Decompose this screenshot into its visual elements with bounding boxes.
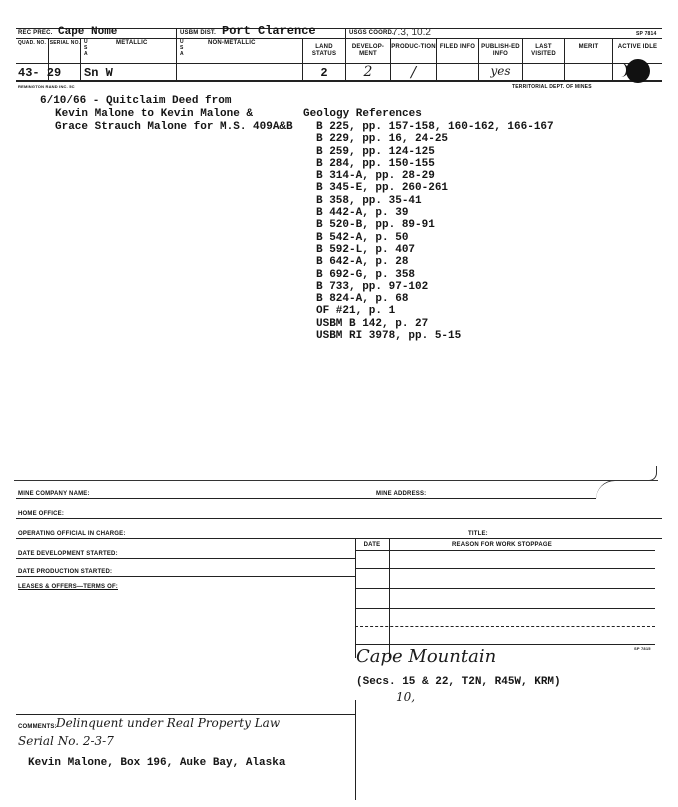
card-fold-line — [14, 480, 648, 481]
active-dot-icon — [626, 59, 650, 83]
quad-no-header: QUAD. NO. — [17, 40, 47, 46]
geology-reference: B 824-A, p. 68 — [316, 293, 409, 306]
form-rule — [16, 498, 596, 499]
col-divider — [176, 28, 177, 80]
home-office-label: HOME OFFICE: — [18, 511, 65, 517]
form-rule — [16, 558, 356, 559]
mine-address-label: MINE ADDRESS: — [376, 491, 427, 497]
comments-divider — [355, 700, 356, 800]
form-number: SP 7814 — [636, 31, 657, 37]
date-header: DATE — [363, 542, 381, 548]
geology-reference: B 592-L, p. 407 — [316, 243, 416, 256]
rec-prec-label: REC PREC. — [18, 30, 53, 36]
active-idle-header: ACTIVE IDLE — [617, 44, 658, 50]
last-visited-header: LAST VISITED — [531, 44, 556, 57]
geology-reference: B 442-A, p. 39 — [316, 207, 409, 220]
form-rule — [355, 626, 655, 627]
deed-line: Kevin Malone to Kevin Malone & — [55, 108, 254, 120]
usgs-coord-value: 7.3, 10.2 — [392, 27, 431, 38]
geology-reference-list — [316, 121, 554, 342]
leases-label: LEASES & OFFERS—TERMS OF: — [18, 584, 119, 590]
land-status-header: LAND STATUS — [311, 44, 337, 57]
comments-label: COMMENTS: — [18, 724, 57, 730]
sections-line: (Secs. 15 & 22, T2N, R45W, KRM) — [356, 676, 561, 688]
form-rule — [355, 588, 655, 589]
form-rule — [355, 550, 655, 551]
geology-reference: B 642-A, p. 28 — [316, 256, 409, 269]
owner-address: Kevin Malone, Box 196, Auke Bay, Alaska — [28, 757, 286, 769]
usbm-dist-value: Port Clarence — [222, 24, 316, 38]
title-label: TITLE: — [468, 531, 488, 537]
geology-reference: B 542-A, p. 50 — [316, 231, 409, 244]
sections-correction: 10, — [396, 690, 416, 704]
geology-reference: B 520-B, pp. 89-91 — [316, 219, 435, 232]
production-header: PRODUC-TION — [391, 44, 436, 50]
deed-line: Grace Strauch Malone for M.S. 409A&B — [55, 121, 293, 133]
form-rule — [16, 518, 662, 519]
reason-stoppage-header: REASON FOR WORK STOPPAGE — [452, 542, 552, 548]
deed-line: 6/10/66 - Quitclaim Deed from — [40, 95, 232, 107]
merit-header: MERIT — [578, 44, 599, 50]
form-rule — [355, 644, 655, 645]
development-value: 2 — [363, 64, 373, 80]
territorial-dept: TERRITORIAL DEPT. OF MINES — [512, 84, 592, 90]
form-rule — [355, 568, 655, 569]
geology-reference: USBM RI 3978, pp. 5-15 — [316, 330, 462, 343]
date-prod-started-label: DATE PRODUCTION STARTED: — [18, 569, 113, 575]
usa-letters: U S A — [84, 39, 88, 57]
form-rule — [16, 538, 662, 539]
card-corner — [640, 466, 657, 481]
header-values-rule — [16, 63, 662, 64]
form-rule — [355, 608, 655, 609]
development-header: DEVELOP-MENT — [351, 44, 385, 57]
form-number-small: SP 7815 — [634, 646, 651, 651]
published-info-header: PUBLISH-ED INFO — [481, 44, 520, 57]
metallic-value: Sn W — [84, 66, 113, 80]
non-metallic-header: NON-METALLIC — [208, 40, 256, 46]
form-curve — [596, 480, 658, 499]
rec-prec-value: Cape Nome — [58, 26, 118, 38]
geology-reference: B 225, pp. 157-158, 160-162, 166-167 — [316, 121, 554, 133]
location-name: Cape Mountain — [356, 646, 497, 667]
geology-reference: OF #21, p. 1 — [316, 305, 396, 318]
mine-company-label: MINE COMPANY NAME: — [18, 491, 90, 497]
date-column-rule — [389, 538, 390, 658]
geology-reference: B 358, pp. 35-41 — [316, 194, 422, 207]
form-rule — [16, 576, 356, 577]
geology-reference: B 259, pp. 124-125 — [316, 145, 435, 158]
geology-reference: B 284, pp. 150-155 — [316, 157, 435, 170]
header-mid-rule — [16, 38, 662, 39]
production-value: / — [410, 63, 417, 81]
geology-reference: B 692-G, p. 358 — [316, 268, 416, 281]
metallic-header: METALLIC — [116, 40, 148, 46]
comments-serial: Serial No. 2-3-7 — [18, 734, 114, 748]
usbm-dist-label: USBM DIST. — [180, 30, 217, 36]
serial-no-header: SERIAL NO. — [49, 40, 81, 46]
geology-reference: B 345-E, pp. 260-261 — [316, 182, 449, 195]
geology-reference: B 229, pp. 16, 24-25 — [316, 133, 449, 146]
land-status-value: 2 — [320, 66, 328, 80]
printer-line: REMINGTON RAND INC. 5C — [18, 84, 75, 89]
geology-title: Geology References — [303, 108, 422, 120]
usgs-coord-label: USGS COORD. — [349, 30, 394, 36]
usa-letters-nm: U S A — [180, 39, 184, 57]
published-value: yes — [490, 64, 511, 78]
comments-text: Delinquent under Real Property Law — [56, 716, 281, 730]
form-rule — [16, 714, 356, 715]
operating-official-label: OPERATING OFFICIAL IN CHARGE: — [18, 531, 126, 537]
header-bottom-rule — [16, 80, 662, 82]
filed-info-header: FILED INFO — [439, 44, 476, 50]
geology-reference: B 733, pp. 97-102 — [316, 280, 429, 293]
deed-note — [40, 95, 293, 134]
date-column-rule — [355, 538, 356, 658]
quad-serial-value: 43- 29 — [18, 66, 62, 80]
date-dev-started-label: DATE DEVELOPMENT STARTED: — [18, 551, 118, 557]
geology-reference: B 314-A, pp. 28-29 — [316, 170, 435, 183]
geology-reference: USBM B 142, p. 27 — [316, 317, 429, 330]
